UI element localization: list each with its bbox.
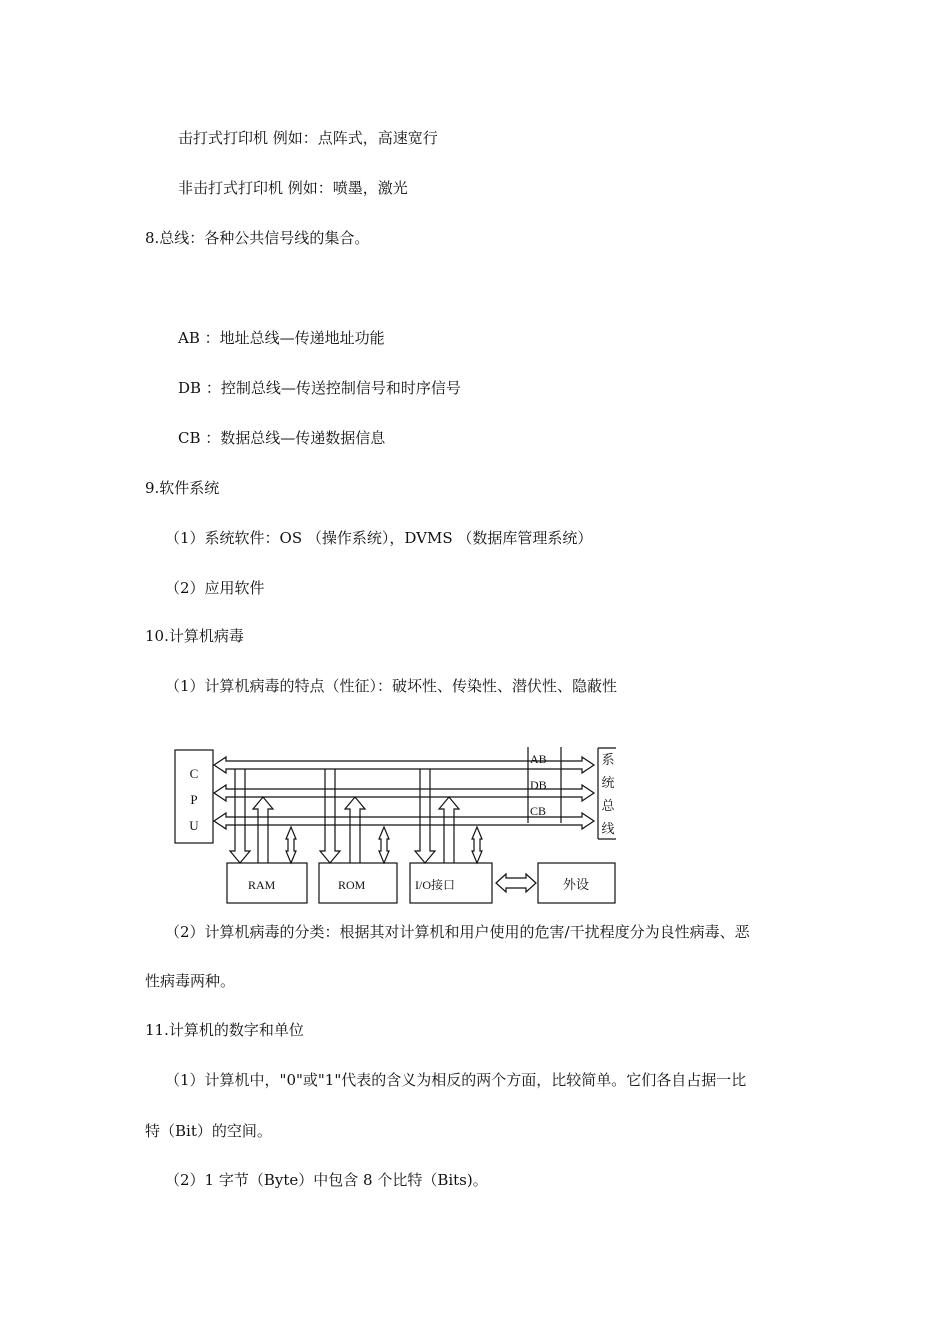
text-nonimpact-printer: 非击打式打印机 例如：喷墨，激光	[178, 179, 408, 197]
text-db-bus: DB ：控制总线—传送控制信号和时序信号	[178, 379, 461, 397]
ram-ab-arrow	[230, 769, 250, 863]
ram-label: RAM	[248, 878, 276, 892]
io-peripheral-arrow	[496, 874, 536, 892]
heading-software: 9.软件系统	[145, 479, 220, 497]
text-system-software: （1）系统软件：OS （操作系统），DVMS （数据库管理系统）	[165, 529, 593, 547]
text-byte-bits: （2）1 字节（Byte）中包含 8 个比特（Bits)。	[165, 1171, 488, 1189]
system-bus-char-1: 系	[601, 752, 615, 767]
text-virus-features: （1）计算机病毒的特点（性征）：破坏性、传染性、潜伏性、隐蔽性	[165, 677, 618, 695]
heading-units: 11.计算机的数字和单位	[145, 1021, 304, 1039]
ram-db-arrow	[253, 797, 273, 863]
io-ab-arrow	[415, 769, 435, 863]
rom-label: ROM	[338, 878, 366, 892]
text-virus-classification-cont: 性病毒两种。	[145, 972, 236, 990]
rom-ab-arrow	[320, 769, 340, 863]
text-virus-classification: （2）计算机病毒的分类：根据其对计算机和用户使用的危害/干扰程度分为良性病毒、恶	[165, 923, 750, 941]
io-cb-arrow	[472, 827, 482, 863]
heading-bus: 8.总线：各种公共信号线的集合。	[145, 229, 370, 247]
bus-label-ab: AB	[530, 752, 547, 766]
cpu-letter-c: C	[189, 766, 199, 781]
heading-virus: 10.计算机病毒	[145, 627, 244, 645]
rom-db-arrow	[345, 797, 365, 863]
text-impact-printer: 击打式打印机 例如：点阵式，高速宽行	[178, 129, 438, 147]
bus-label-cb: CB	[530, 804, 547, 818]
system-bus-char-4: 线	[601, 821, 615, 836]
text-bit-meaning-cont: 特（Bit）的空间。	[145, 1122, 272, 1140]
text-bit-meaning: （1）计算机中，"0"或"1"代表的含义为相反的两个方面，比较简单。它们各自占据一比	[165, 1071, 747, 1089]
bus-diagram	[170, 742, 630, 908]
text-cb-bus: CB ：数据总线—传递数据信息	[178, 429, 386, 447]
io-interface-label: I/O接口	[415, 878, 455, 892]
bus-label-db: DB	[530, 778, 547, 792]
text-ab-bus: AB ：地址总线—传递地址功能	[178, 329, 385, 347]
system-bus-char-2: 统	[601, 775, 615, 790]
cpu-letter-p: P	[190, 792, 198, 807]
system-bus-char-3: 总	[601, 798, 615, 813]
io-db-arrow	[439, 797, 459, 863]
peripheral-label: 外设	[562, 877, 590, 892]
text-application-software: （2）应用软件	[165, 579, 265, 597]
ram-cb-arrow	[286, 827, 296, 863]
cpu-letter-u: U	[189, 818, 199, 833]
rom-cb-arrow	[379, 827, 389, 863]
